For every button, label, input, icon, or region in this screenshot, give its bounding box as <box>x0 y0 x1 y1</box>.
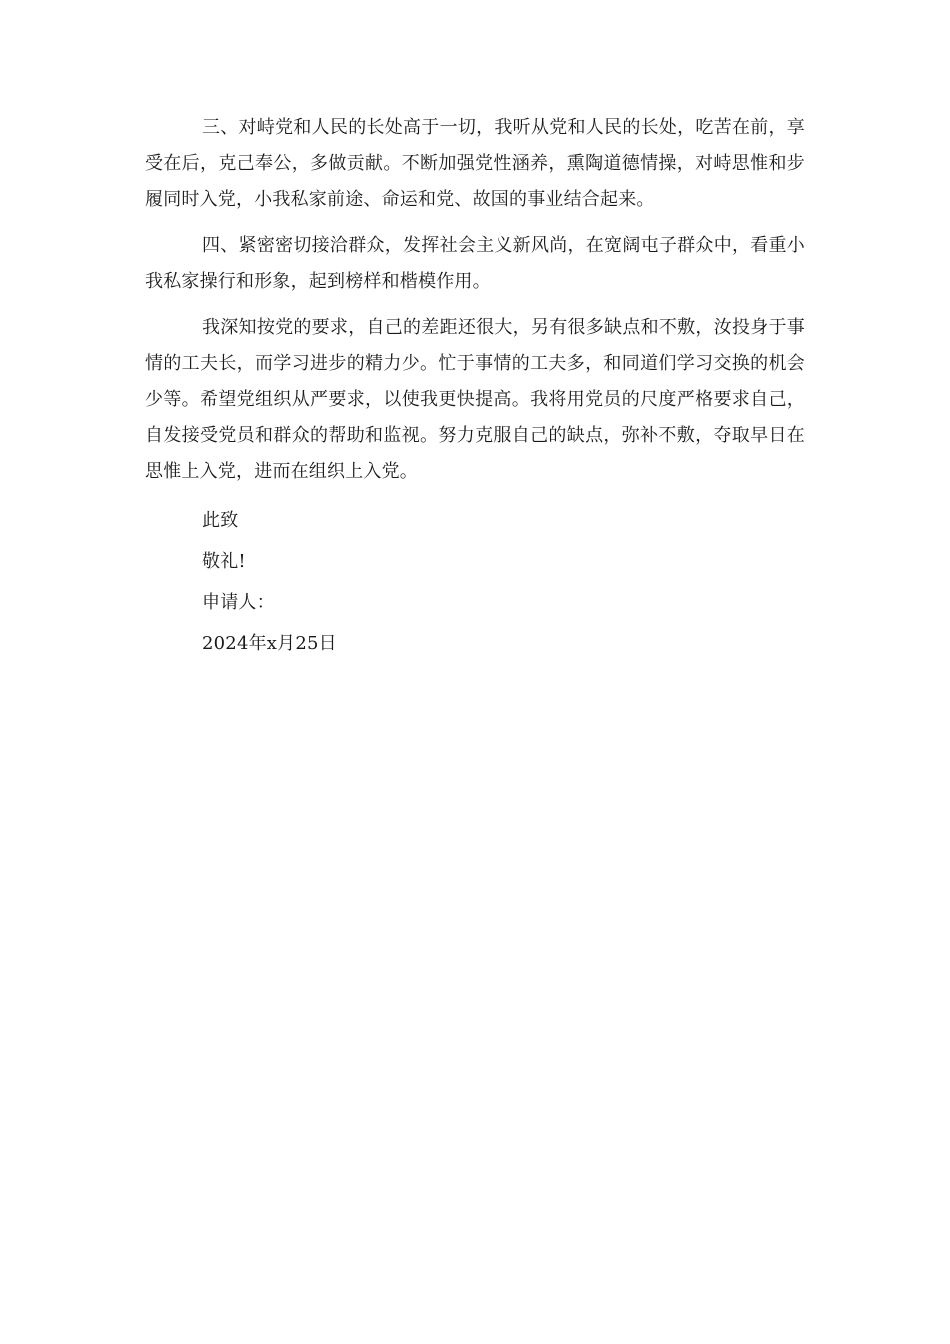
salutation: 此致 <box>202 510 239 531</box>
date-line: 2024年x月25日 <box>202 633 337 654</box>
paragraph-four: 四、紧密密切接洽群众，发挥社会主义新风尚，在宽阔屯子群众中，看重小我私家操行和形象，起到榜样和楷模作用。 <box>145 235 805 292</box>
paragraph-three: 三、对峙党和人民的长处高于一切，我听从党和人民的长处，吃苦在前，享受在后，克己奉公，多做贡献。不断加强党性涵养，熏陶道德情操，对峙思惟和步履同时入党，小我私家前途、命运和党、故国的事业结合起来。 <box>145 117 805 210</box>
paragraph-self-assessment: 我深知按党的要求，自己的差距还很大，另有很多缺点和不敷，汝投身于事情的工夫长，而学习进步的精力少。忙于事情的工夫多，和同道们学习交换的机会少等。希望党组织从严要求，以使我更快提高。我将用党员的尺度严格要求自己，自发接受党员和群众的帮助和监视。努力克服自己的缺点，弥补不敷，夺取早日在思惟上入党，进而在组织上入党。 <box>145 317 805 482</box>
letter-body <box>145 110 805 664</box>
respect-line: 敬礼! <box>202 551 246 572</box>
applicant-label: 申请人： <box>202 592 275 613</box>
